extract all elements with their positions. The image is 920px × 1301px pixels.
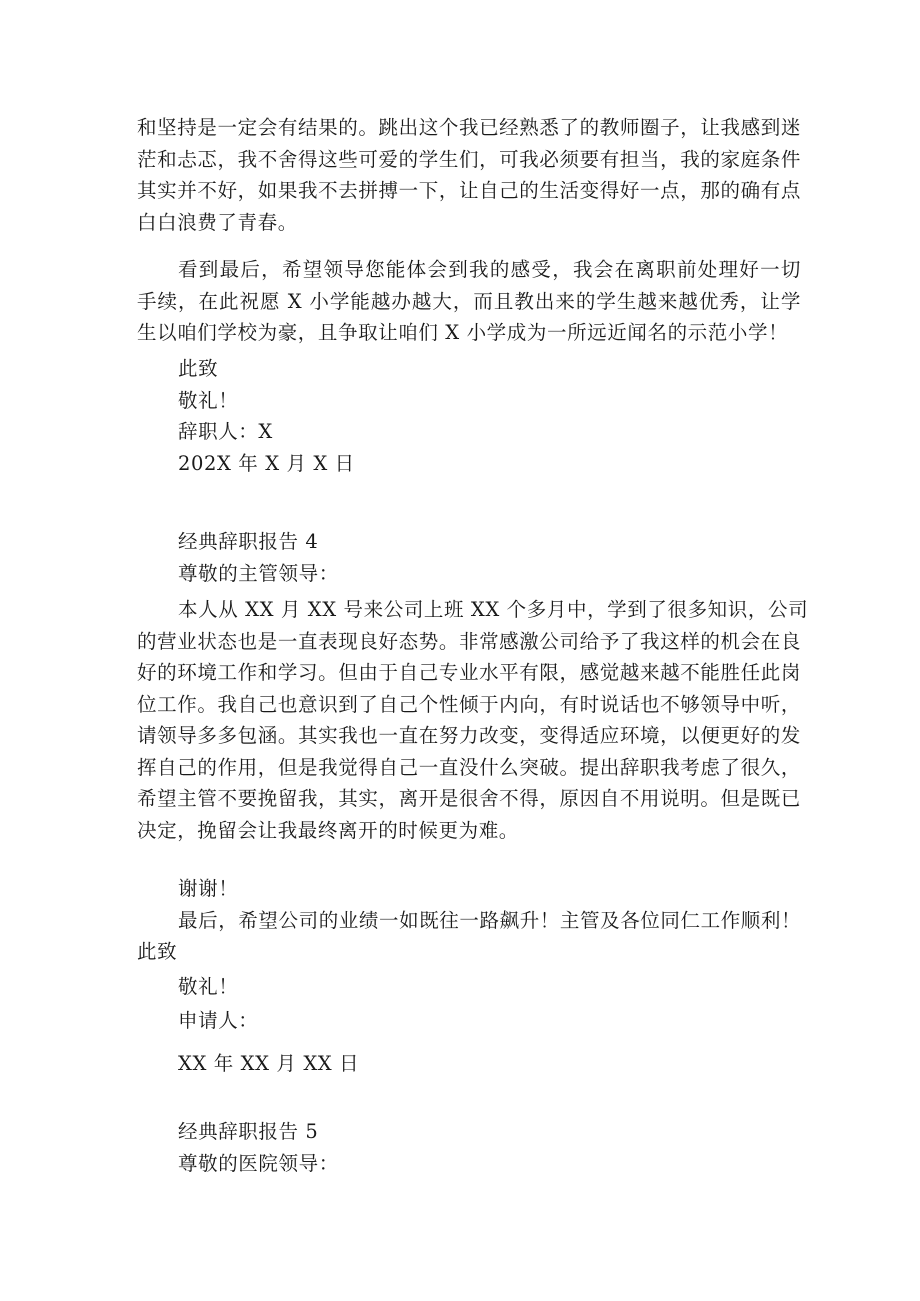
text-line: 请领导多多包涵。其实我也一直在努力改变，变得适应环境，以便更好的发 [137, 724, 801, 747]
report-4-closing [137, 873, 801, 1079]
signer-line: 辞职人：X [178, 420, 273, 443]
text-line: 看到最后，希望领导您能体会到我的感受，我会在离职前处理好一切 [178, 258, 801, 281]
closing-zhizhi: 此致 [178, 357, 219, 380]
text-line: 手续，在此祝愿 X 小学能越办越大，而且教出来的学生越来越优秀，让学 [137, 289, 801, 313]
report-4-body [137, 594, 809, 846]
text-line: 最后，希望公司的业绩一如既往一路飙升！主管及各位同仁工作顺利！ [178, 908, 802, 932]
text-line: 生以咱们学校为豪，且争取让咱们 X 小学成为一所远近闻名的示范小学！ [137, 321, 789, 344]
text-line: 决定，挽留会让我最终离开的时候更为难。 [137, 818, 519, 842]
thanks-line: 谢谢！ [178, 877, 239, 900]
section-title: 经典辞职报告 5 [178, 1120, 319, 1143]
paragraph-continued [137, 112, 801, 238]
salutation: 尊敬的医院领导： [178, 1151, 339, 1175]
report-4-heading [137, 526, 801, 589]
text-line: 挥自己的作用，但是我觉得自己一直没什么突破。提出辞职我考虑了很久， [137, 755, 801, 779]
paragraph-wishes [137, 254, 801, 349]
text-line: 白白浪费了青春。 [137, 210, 298, 234]
text-line: 本人从 XX 月 XX 号来公司上班 XX 个多月中，学到了很多知识，公司 [178, 598, 809, 621]
text-line: 茫和忐忑，我不舍得这些可爱的学生们，可我必须要有担当，我的家庭条件 [137, 147, 801, 171]
closing-block [137, 353, 801, 479]
text-line: 和坚持是一定会有结果的。跳出这个我已经熟悉了的教师圈子，让我感到迷 [137, 116, 801, 139]
text-line: 的营业状态也是一直表现良好态势。非常感激公司给予了我这样的机会在良 [137, 629, 801, 653]
section-title: 经典辞职报告 4 [178, 530, 319, 553]
closing-jingli: 敬礼！ [178, 388, 239, 412]
text-line: 位工作。我自己也意识到了自己个性倾于内向，有时说话也不够领导中听， [137, 692, 801, 716]
date-line: XX 年 XX 月 XX 日 [178, 1051, 360, 1075]
text-line: 希望主管不要挽留我，其实，离开是很舍不得，原因自不用说明。但是既已 [137, 787, 801, 810]
applicant-line: 申请人： [178, 1009, 259, 1032]
closing-jingli: 敬礼！ [178, 974, 239, 998]
closing-zhizhi: 此致 [137, 940, 178, 963]
date-line: 202X 年 X 月 X 日 [178, 451, 355, 475]
report-5-heading [137, 1116, 801, 1179]
salutation: 尊敬的主管领导： [178, 561, 339, 585]
text-line: 好的环境工作和学习。但由于自己专业水平有限，感觉越来越不能胜任此岗 [137, 661, 801, 684]
text-line: 其实并不好，如果我不去拼搏一下，让自己的生活变得好一点，那的确有点 [137, 179, 801, 202]
